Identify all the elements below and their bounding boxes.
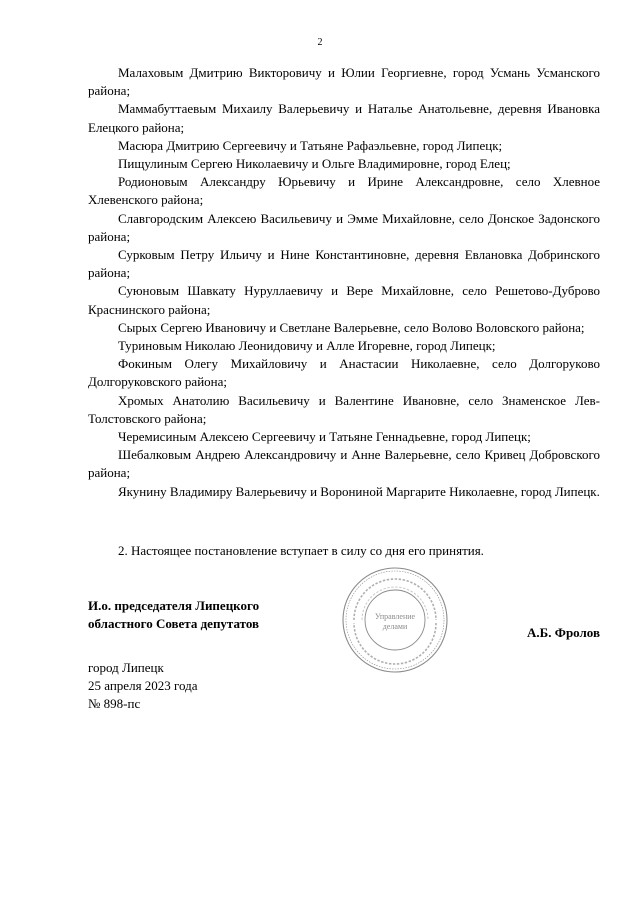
list-item: Пищулиным Сергею Николаевичу и Ольге Владимировне, город Елец; — [118, 156, 511, 172]
list-item: Масюра Дмитрию Сергеевичу и Татьяне Рафаэльевне, город Липецк; — [118, 137, 503, 153]
page-number: 2 — [317, 37, 323, 48]
stamp-center-text: делами — [382, 622, 408, 631]
list-item: Шебалковым Андрею Александровичу и Анне Валерьевне, село Кривец Добровского района; — [88, 447, 600, 481]
official-seal-stamp — [340, 565, 450, 675]
list-item: Славгородским Алексею Васильевичу и Эмме Михайловне, село Донское Задонского района; — [88, 210, 600, 244]
stamp-center-text: Управление — [374, 612, 416, 621]
list-item: Черемисиным Алексею Сергеевичу и Татьяне Геннадьевне, город Липецк; — [118, 429, 531, 445]
list-item: Родионовым Александру Юрьевичу и Ирине Александровне, село Хлевное Хлевенского района; — [88, 174, 600, 208]
list-item: Сурковым Петру Ильичу и Нине Константиновне, деревня Евлановка Добринского района; — [88, 247, 600, 281]
list-item: Туриновым Николаю Леонидовичу и Алле Игоревне, город Липецк; — [118, 338, 496, 354]
document-date: 25 апреля 2023 года — [88, 678, 198, 693]
signatory-title-line: И.о. председателя Липецкого — [88, 598, 260, 613]
recipients-list — [88, 64, 600, 501]
document-footer — [88, 659, 198, 713]
list-item: Маммабуттаевым Михаилу Валерьевичу и Наталье Анатольевне, деревня Ивановка Елецкого района; — [88, 101, 600, 135]
list-item: Малаховым Дмитрию Викторовичу и Юлии Георгиевне, город Усмань Усманского района; — [88, 65, 600, 99]
list-item: Фокиным Олегу Михайловичу и Анастасии Николаевне, село Долгоруково Долгоруковского района; — [88, 356, 600, 390]
list-item: Хромых Анатолию Васильевичу и Валентине Ивановне, село Знаменское Лев-Толстовского района; — [88, 392, 600, 426]
list-item: Сырых Сергею Ивановичу и Светлане Валерьевне, село Волово Воловского района; — [118, 319, 585, 335]
place-of-signing: город Липецк — [88, 660, 164, 675]
effective-date-clause: 2. Настоящее постановление вступает в силу со дня его принятия. — [118, 543, 484, 558]
list-item: Суюновым Шавкату Нуруллаевичу и Вере Михайловне, село Решетово-Дуброво Краснинского района; — [88, 283, 600, 317]
signatory-title — [88, 597, 259, 633]
signatory-title-line: областного Совета депутатов — [88, 616, 260, 631]
list-item: Якунину Владимиру Валерьевичу и Ворониной Маргарите Николаевне, город Липецк. — [118, 483, 600, 499]
document-number: № 898-пс — [88, 696, 141, 711]
signatory-name: А.Б. Фролов — [527, 625, 600, 640]
